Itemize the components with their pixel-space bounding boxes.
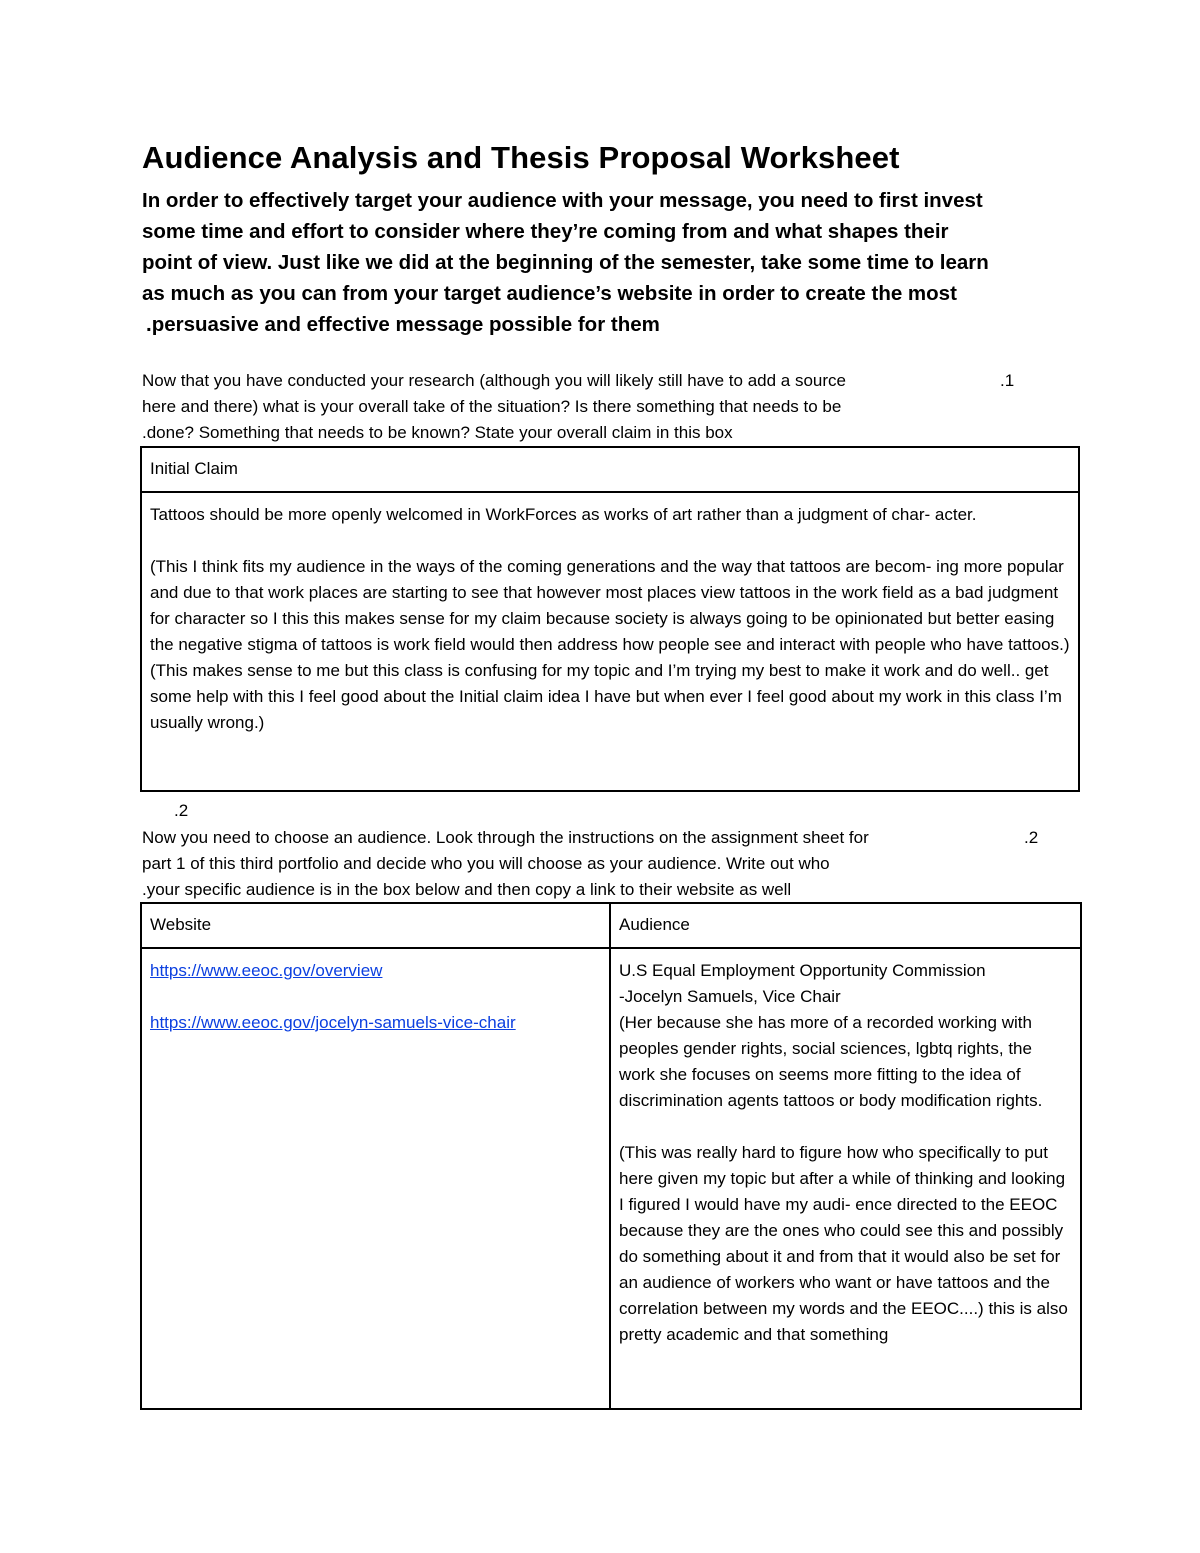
website-cell[interactable] xyxy=(141,948,610,1409)
eeoc-overview-link[interactable]: https://www.eeoc.gov/overview xyxy=(150,961,383,980)
intro-paragraph xyxy=(142,185,1072,340)
stray-number: .2 xyxy=(174,801,189,820)
question-line: Now that you have conducted your research (although you will likely still have to add a source xyxy=(142,371,846,390)
intro-line: some time and effort to consider where they’re coming from and what shapes their xyxy=(142,220,949,243)
question-line: .your specific audience is in the box below and then copy a link to their website as well xyxy=(142,880,792,899)
initial-claim-table xyxy=(140,446,1080,792)
question-line: part 1 of this third portfolio and decide who you will choose as your audience. Write out who xyxy=(142,854,830,873)
question-line: here and there) what is your overall take of the situation? Is there something that needs to be xyxy=(142,397,842,416)
audience-explanation: (This was really hard to figure how who specifically to put here given my topic but after a while of thinking and looking I figured I would have my audi- ence directed to the EEOC because they are the ones who could see this and possibly do something about it and from that it would also be set for an audience of workers who want or have tattoos and the correlation between my words and the EEOC....) this is also pretty academic and that something xyxy=(619,1143,1068,1344)
intro-line: In order to effectively target your audience with your message, you need to first invest xyxy=(142,189,983,212)
audience-cell[interactable] xyxy=(610,948,1081,1409)
audience-table xyxy=(140,902,1082,1410)
audience-name: U.S Equal Employment Opportunity Commission xyxy=(619,961,986,980)
question-2-number: .2 xyxy=(1024,828,1039,847)
question-1-number: .1 xyxy=(1000,371,1015,390)
intro-line: as much as you can from your target audience’s website in order to create the most xyxy=(142,282,957,305)
jocelyn-samuels-link[interactable]: https://www.eeoc.gov/jocelyn-samuels-vice-chair xyxy=(150,1013,516,1032)
initial-claim-cell[interactable] xyxy=(141,492,1079,791)
claim-paragraph: Tattoos should be more openly welcomed in WorkForces as works of art rather than a judgment of char- acter. xyxy=(150,505,977,524)
claim-explanation: (This I think fits my audience in the ways of the coming generations and the way that tattoos are becom- ing more popular and due to that work places are starting to see that however most places view tattoos in the work field as a bad judgment for character so I this this makes sense for my claim because society is always going to be opinionated but better easing the negative stigma of tattoos is work field would then address how people see and interact with people who have tattoos.) (This makes sense to me but this class is confusing for my topic and I’m trying my best to make it work and do well.. get some help with this I feel good about the Initial claim idea I have but when ever I feel good about my work in this class I’m usually wrong.) xyxy=(150,557,1070,732)
audience-reason: (Her because she has more of a recorded working with peoples gender rights, social sciences, lgbtq rights, the work she focuses on seems more fitting to the idea of discrimination agents tattoos or body modification rights. xyxy=(619,1013,1043,1110)
question-1-text xyxy=(142,368,1042,446)
question-line: .done? Something that needs to be known? State your overall claim in this box xyxy=(142,423,733,442)
initial-claim-header: Initial Claim xyxy=(141,447,1079,492)
audience-header: Audience xyxy=(610,903,1081,948)
question-2-text xyxy=(142,825,1042,903)
intro-line: .persuasive and effective message possible for them xyxy=(146,313,660,336)
page-title: Audience Analysis and Thesis Proposal Worksheet xyxy=(142,140,900,175)
intro-line: point of view. Just like we did at the beginning of the semester, take some time to learn xyxy=(142,251,989,274)
audience-person: -Jocelyn Samuels, Vice Chair xyxy=(619,987,841,1006)
question-line: Now you need to choose an audience. Look through the instructions on the assignment sheet for xyxy=(142,828,869,847)
website-header: Website xyxy=(141,903,610,948)
